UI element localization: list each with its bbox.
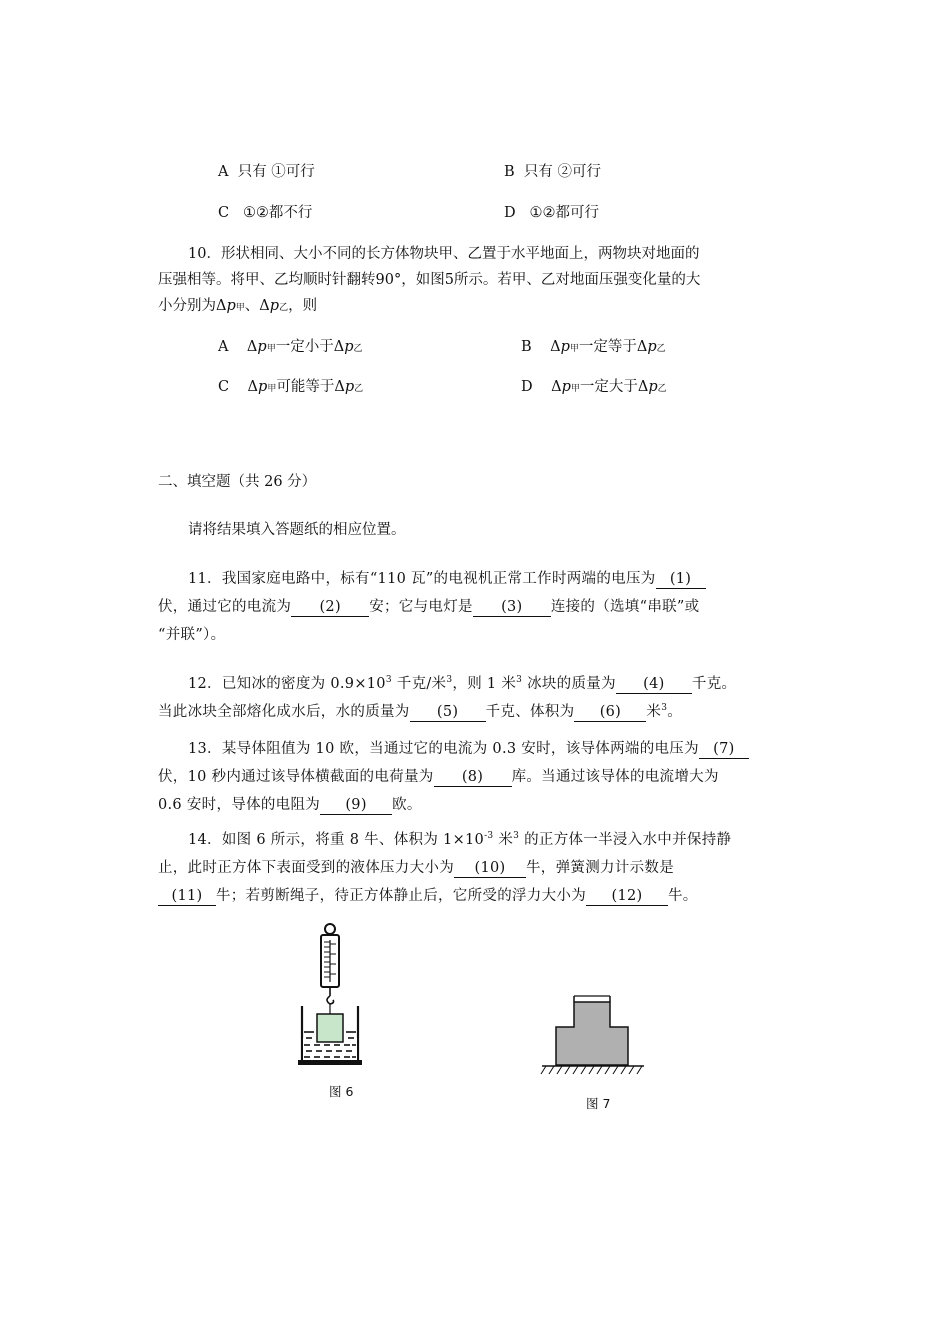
blank-2: (2) [291,599,369,617]
blank-4: (4) [616,676,692,694]
question-13: 13．某导体阻值为 10 欧，当通过它的电流为 0.3 安时，该导体两端的电压为 (7) 伏，10 秒内通过该导体横截面的电荷量为 (8) 库。当通过该导体的电流增大为 0.6 安时，导体的电阻为 (9) 欧。 [158,735,792,819]
section-instruction: 请将结果填入答题纸的相应位置。 [188,522,406,538]
blank-10: (10) [454,860,526,878]
q10-option-b: B Δp甲一定等于Δp乙 [521,339,666,355]
q10-line-2: 压强相等。将甲、乙均顺时针翻转90°，如图5所示。若甲、乙对地面压强变化量的大 [158,272,701,288]
blank-6: (6) [574,704,646,722]
blank-12: (12) [586,888,668,906]
question-14: 14．如图 6 所示，将重 8 牛、体积为 $1\times 10^{-3}$ 米$^3$ 的正方体一半浸入水中并保持静 止，此时正方体下表面受到的液体压力大小为 (10) 牛，弹簧测力计示数是 (11) 牛；若剪断绳子，待正方体静止后，它所受的浮力大小为 (12) 牛。 [158,831,732,904]
q9-option-c: C ①②都不行 [218,205,313,221]
cube [317,1014,343,1042]
q10-option-d: D Δp甲一定大于Δp乙 [521,379,667,395]
figure-6-label: 图 6 [329,1084,354,1099]
blank-7: (7) [699,741,749,759]
q9-option-d: D ①②都可行 [504,205,599,221]
blank-8: (8) [434,769,512,787]
blank-11: (11) [158,888,216,906]
figure-7-label: 图 7 [586,1096,611,1111]
q10-line-3: 小分别为Δp甲、Δp乙，则 [158,298,318,314]
question-11: 11．我国家庭电路中，标有“110 瓦”的电视机正常工作时两端的电压为 (1) 伏，通过它的电流为 (2) 安；它与电灯是 (3) 连接的（选填“串联”或 “并联”）。 [158,565,792,649]
q9-option-a: A 只有 ①可行 [218,164,315,180]
blank-9: (9) [320,797,392,815]
question-12: 12．已知冰的密度为 $0.9\times 10^3$ 千克/米$^3$，则 1 米$^3$ 冰块的质量为 (4) 千克。 当此冰块全部熔化成水后，水的质量为 (5) 千克、体积为 (6) 米$^3$。 [158,675,737,720]
figure-7-container-diagram [538,990,648,1078]
beaker-base [298,1060,362,1065]
q10-option-c: C Δp甲可能等于Δp乙 [218,379,364,395]
q10-line-1: 10．形状相同、大小不同的长方体物块甲、乙置于水平地面上，两物块对地面的 [188,246,700,262]
section-title: 二、填空题（共 26 分） [158,474,317,490]
blank-5: (5) [410,704,486,722]
q9-option-b: B 只有 ②可行 [504,164,601,180]
liquid-container [556,1002,628,1065]
figure-6-spring-scale-diagram [290,920,380,1070]
q10-option-a: A Δp甲一定小于Δp乙 [218,339,363,355]
blank-1: (1) [656,571,706,589]
blank-3: (3) [473,599,551,617]
scale-ring [325,924,335,934]
